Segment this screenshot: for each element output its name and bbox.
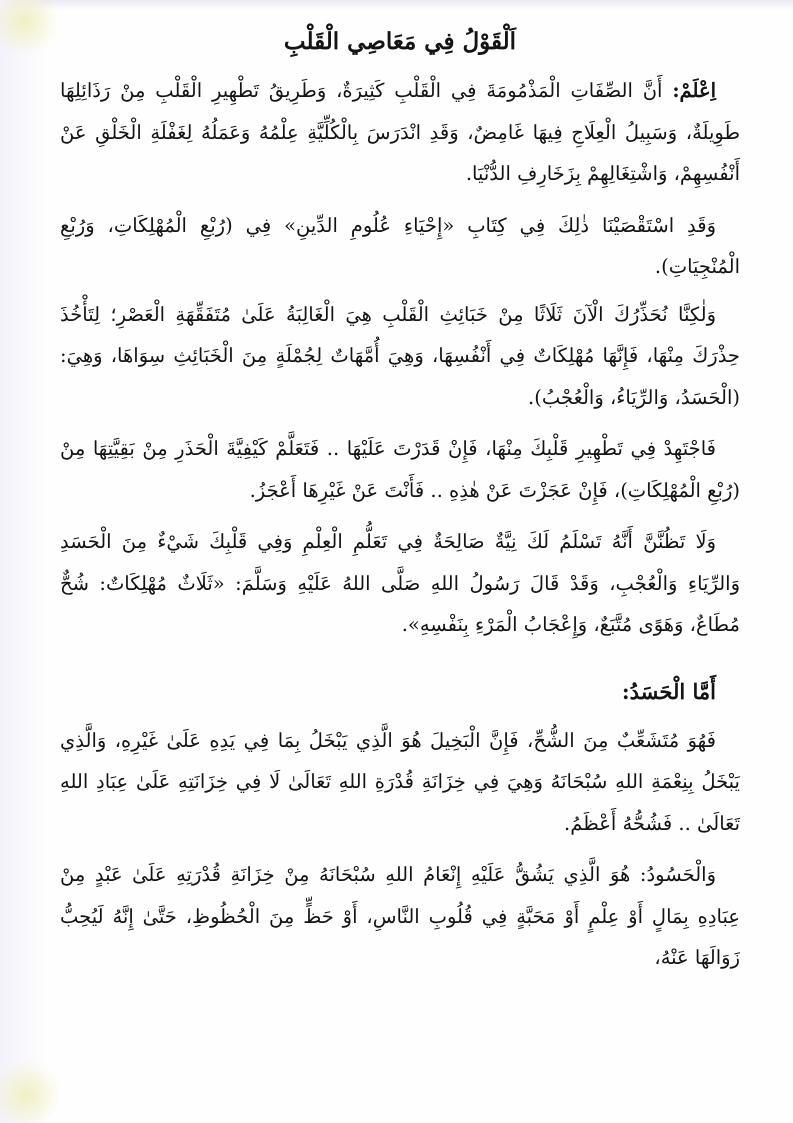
scan-edge-left xyxy=(0,0,48,1123)
paragraph-1: وَقَدِ اسْتَقْصَيْنَا ذٰلِكَ فِي كِتَابِ «إِحْيَاءِ عُلُومِ الدِّينِ» فِي (رُبْعِ الْمُهْلِكَاتِ، وَرُبْعِ الْمُنْجِيَاتِ). xyxy=(60,213,740,278)
scan-stain-bottom-left xyxy=(0,1060,62,1123)
page-title: اَلْقَوْلُ فِي مَعَاصِي الْقَلْبِ xyxy=(283,28,517,55)
paragraph-3: فَاجْتَهِدْ فِي تَطْهِيرِ قَلْبِكَ مِنْهَا، فَإِنْ قَدَرْتَ عَلَيْهَا .. فَتَعَلَّمْ كَيْفِيَّةَ الْحَذَرِ مِنْ بَقِيَّتِهَا مِنْ (رُبْعِ الْمُهْلِكَاتِ)، فَإِنْ عَجَزْتَ عَنْ هٰذِهِ .. فَأَنْتَ عَنْ غَيْرِهَا أَعْجَزُ. xyxy=(60,437,740,502)
intro-paragraph xyxy=(60,70,740,195)
section-paragraph-1: فَهُوَ مُتَشَعِّبٌ مِنَ الشُّحِّ، فَإِنَّ الْبَخِيلَ هُوَ الَّذِي يَبْخَلُ بِمَا فِي يَدِهِ عَلَىٰ غَيْرِهِ، وَالَّذِي يَبْخَلُ بِنِعْمَةِ اللهِ سُبْحَانَهُ وَهِيَ فِي خِزَانَةِ قُدْرَةِ اللهِ تَعَالَىٰ لَا فِي خِزَانَتِهِ عَلَىٰ عِبَادِ اللهِ تَعَالَىٰ .. فَشُحُّهُ أَعْظَمُ. xyxy=(60,728,740,835)
scan-edge-top xyxy=(0,0,793,10)
section-paragraph-2: وَالْحَسُودُ: هُوَ الَّذِي يَشُقُّ عَلَيْهِ إِنْعَامُ اللهِ سُبْحَانَهُ مِنْ خِزَانَةِ قُدْرَتِهِ عَلَىٰ عَبْدٍ مِنْ عِبَادِهِ بِمَالٍ أَوْ عِلْمٍ أَوْ مَحَبَّةٍ فِي قُلُوبِ النَّاسِ، أَوْ حَظٍّ مِنَ الْحُظُوظِ، حَتَّىٰ إِنَّهُ لَيُحِبُّ زَوَالَهَا عَنْهُ، xyxy=(60,863,740,969)
page-content xyxy=(60,24,740,989)
intro-lead: اِعْلَمْ: xyxy=(672,79,716,102)
intro-text: أَنَّ الصِّفَاتِ الْمَذْمُومَةَ فِي الْقَلْبِ كَثِيرَةٌ، وَطَرِيقُ تَطْهِيرِ الْقَلْبِ مِنْ رَذَائِلِهَا طَوِيلَةٌ، وَسَبِيلُ الْعِلَاجِ فِيهَا غَامِضٌ، وَقَدِ انْدَرَسَ بِالْكُلِّيَّةِ عِلْمُهُ وَعَمَلُهُ لِغَفْلَةِ الْخَلْقِ عَنْ أَنْفُسِهِمْ، وَاشْتِغَالِهِمْ بِزَخَارِفِ الدُّنْيَا. xyxy=(60,79,740,185)
paragraph-4: وَلَا تَظُنَّنَّ أَنَّهُ تَسْلَمُ لَكَ نِيَّةٌ صَالِحَةٌ فِي تَعَلُّمِ الْعِلْمِ وَفِي قَلْبِكَ شَيْءٌ مِنَ الْحَسَدِ وَالرِّيَاءِ وَالْعُجْبِ، وَقَدْ قَالَ رَسُولُ اللهِ صَلَّى اللهُ عَلَيْهِ وَسَلَّمَ: «ثَلَاثٌ مُهْلِكَاتٌ: شُحٌّ مُطَاعٌ، وَهَوًى مُتَّبَعٌ، وَإِعْجَابُ الْمَرْءِ بِنَفْسِهِ». xyxy=(60,530,740,636)
section-heading: أَمَّا الْحَسَدُ: xyxy=(621,678,716,704)
scan-stain-top-left xyxy=(0,0,60,56)
paragraph-2: وَلٰكِنَّا نُحَذِّرُكَ الْآنَ ثَلَاثًا مِنْ خَبَائِثِ الْقَلْبِ هِيَ الْغَالِبَةُ عَلَىٰ مُتَفَقِّهَةِ الْعَصْرِ؛ لِتَأْخُذَ حِذْرَكَ مِنْهَا، فَإِنَّهَا مُهْلِكَاتٌ فِي أَنْفُسِهَا، وَهِيَ أُمَّهَاتٌ لِجُمْلَةٍ مِنَ الْخَبَائِثِ سِوَاهَا، وَهِيَ: (الْحَسَدُ، وَالرِّيَاءُ، وَالْعُجْبُ). xyxy=(60,302,740,409)
